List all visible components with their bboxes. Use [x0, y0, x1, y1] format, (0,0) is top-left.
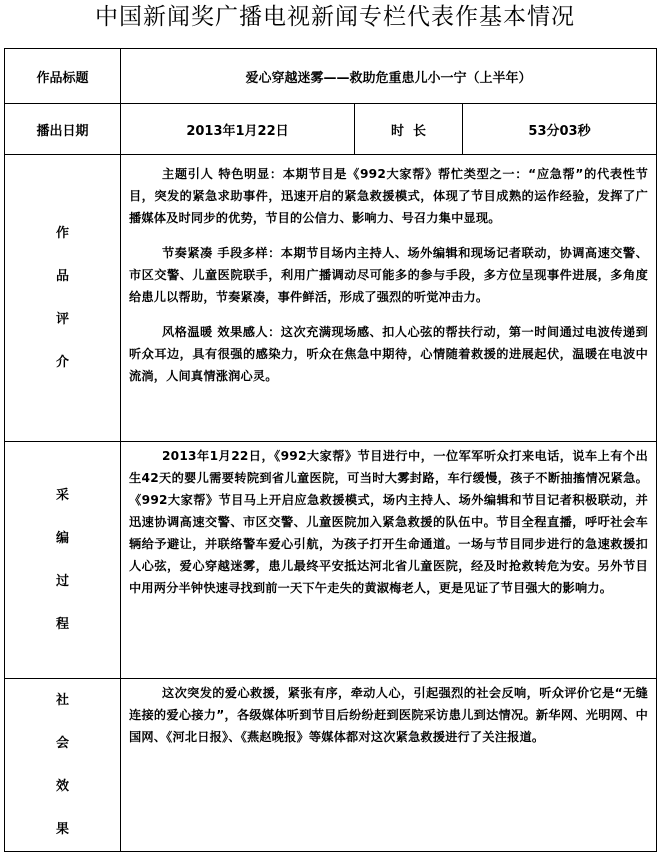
- duration-label: 时 长: [355, 104, 463, 155]
- effect-label-char: 果: [55, 822, 69, 837]
- effect-label-char: 效: [55, 779, 69, 794]
- process-label-char: 采: [55, 488, 69, 503]
- row-review: [5, 155, 657, 442]
- process-label: [5, 442, 121, 679]
- review-paragraph: 主题引人 特色明显：本期节目是《992大家帮》帮忙类型之一：“应急帮”的代表性节目，突发的紧急求助事件，迅速开启的紧急救援模式，体现了节目成熟的运作经验，发挥了广播媒体及时同步的优势，节目的公信力、影响力、号召力集中显现。: [129, 167, 648, 225]
- review-label: [5, 155, 121, 442]
- process-paragraph: 2013年1月22日，《992大家帮》节目进行中，一位军军听众打来电话，说车上有个出生42天的婴儿需要转院到省儿童医院，可当时大雾封路，车行缓慢，孩子不断抽搐情况紧急。《992大家帮》节目马上开启应急救援模式，场内主持人、场外编辑和节目记者积极联动，并迅速协调高速交警、市区交警、儿童医院加入紧急救援的队伍中。节目全程直播，呼吁社会车辆给予避让，并联络警车爱心引航，为孩子打开生命通道。一场与节目同步进行的急速救援扣人心弦，爱心穿越迷雾，患儿最终平安抵达河北省儿童医院，经及时抢救转危为安。另外节目中用两分半钟快速寻找到前一天下午走失的黄淑梅老人，更是见证了节目强大的影响力。: [129, 449, 648, 595]
- effect-paragraph: 这次突发的爱心救援，紧张有序，牵动人心，引起强烈的社会反响，听众评价它是“无缝连接的爱心接力”，各级媒体听到节目后纷纷赶到医院采访患儿到达情况。新华网、光明网、中国网、《河北日报》、《燕赵晚报》等媒体都对这次紧急救援进行了关注报道。: [129, 686, 648, 744]
- effect-label: [5, 679, 121, 852]
- process-label-char: 编: [55, 531, 69, 546]
- row-title: [5, 49, 657, 104]
- date-value: 2013年1月22日: [121, 104, 355, 155]
- page-title: 中国新闻奖广播电视新闻专栏代表作基本情况: [95, 4, 575, 30]
- row-process: [5, 442, 657, 679]
- process-label-char: 程: [55, 617, 69, 632]
- process-body: [121, 442, 657, 679]
- row-effect: [5, 679, 657, 852]
- process-label-char: 过: [55, 574, 69, 589]
- info-table: [4, 48, 657, 852]
- review-paragraph: 风格温暖 效果感人：这次充满现场感、扣人心弦的帮扶行动，第一时间通过电波传递到听众耳边，具有很强的感染力，听众在焦急中期待，心情随着救援的进展起伏，温暖在电波中流淌，人间真情涨润心灵。: [129, 325, 648, 383]
- effect-label-char: 会: [55, 736, 69, 751]
- effect-label-char: 社: [55, 693, 69, 708]
- review-body: [121, 155, 657, 442]
- date-label: 播出日期: [5, 104, 121, 155]
- row-date: [5, 104, 657, 155]
- effect-body: [121, 679, 657, 852]
- duration-value: 53分03秒: [463, 104, 657, 155]
- review-label-char: 评: [55, 312, 69, 327]
- title-value: 爱心穿越迷雾——救助危重患儿小一宁（上半年）: [121, 49, 657, 104]
- review-label-char: 介: [55, 355, 69, 370]
- review-paragraph: 节奏紧凑 手段多样：本期节目场内主持人、场外编辑和现场记者联动，协调高速交警、市区交警、儿童医院联手，利用广播调动尽可能多的参与手段，多方位呈现事件进展，多角度给患儿以帮助，节奏紧凑，事件鲜活，形成了强烈的听觉冲击力。: [129, 246, 648, 304]
- review-label-char: 品: [55, 269, 69, 284]
- title-label: 作品标题: [5, 49, 121, 104]
- review-label-char: 作: [55, 226, 69, 241]
